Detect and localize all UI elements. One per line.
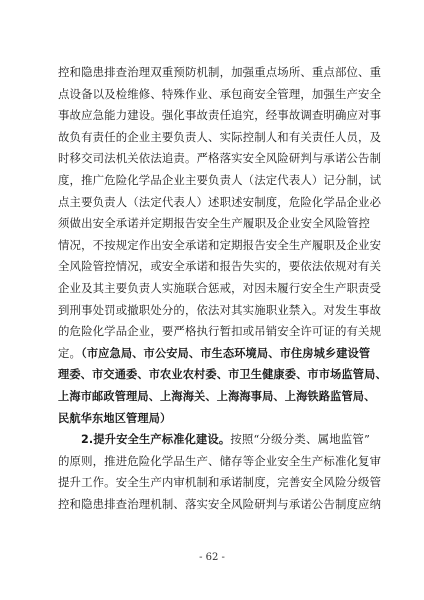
- paragraph-line: 度，推广危险化学品企业主要负责人（法定代表人）记分制，试: [58, 172, 382, 187]
- paragraph-line: 点主要负责人（法定代表人）述职述安制度，危险化学品企业必: [58, 194, 382, 209]
- paragraph-line: 须做出安全承诺并定期报告安全生产履职及企业安全风险管控: [58, 216, 370, 231]
- page-number: - 62 -: [199, 552, 225, 563]
- sentence-end: 定。: [58, 345, 82, 360]
- paragraph-line: 故负有责任的企业主要负责人、实际控制人和有关责任人员，及: [58, 129, 382, 144]
- body-text: [58, 62, 387, 515]
- paragraph-line: 的原则，推进危险化学品生产、储存等企业安全生产标准化复审: [58, 453, 382, 468]
- agency-list-line: 民航华东地区管理局）: [58, 411, 172, 425]
- agency-list-line: 理委、市交通委、市农业农村委、市卫生健康委、市市场监管局、: [58, 368, 387, 382]
- section-heading-line: [58, 429, 370, 451]
- section-heading: 2.提升安全生产标准化建设。: [81, 433, 231, 447]
- mixed-line: [58, 343, 370, 365]
- paragraph-line: 企业及其主要负责人实施联合惩戒，对因未履行安全生产职责受: [58, 280, 382, 295]
- paragraph-line: 提升工作。安全生产内审机制和承诺制度，完善安全风险分级管: [58, 475, 382, 490]
- paragraph-line: 控和隐患排查治理机制、落实安全风险研判与承诺公告制度应纳: [58, 496, 382, 511]
- paragraph-line: 控和隐患排查治理双重预防机制，加强重点场所、重点部位、重: [58, 65, 382, 79]
- section-heading-rest: 按照“分级分类、属地监管”: [230, 432, 370, 447]
- agency-list-start: （市应急局、市公安局、市生态环境局、市住房城乡建设管: [81, 346, 371, 360]
- paragraph-line: 情况，不按规定作出安全承诺和定期报告安全生产履职及企业安: [58, 237, 382, 252]
- paragraph-line: 的危险化学品企业，要严格执行暂扣或吊销安全许可证的有关规: [58, 324, 382, 339]
- paragraph-line: 事故应急能力建设。强化事故责任追究，经事故调查明确应对事: [58, 108, 382, 123]
- paragraph-line: 点设备以及检维修、特殊作业、承包商安全管理，加强生产安全: [58, 86, 382, 101]
- paragraph-line: 到刑事处罚或撤职处分的，依法对其实施职业禁入。对发生事故: [58, 302, 382, 317]
- agency-list-line: 上海市邮政管理局、上海海关、上海海事局、上海铁路监管局、: [58, 389, 376, 403]
- paragraph-line: 时移交司法机关依法追责。严格落实安全风险研判与承诺公告制: [58, 151, 382, 166]
- paragraph-line: 全风险管控情况，或安全承诺和报告失实的，要依法依规对有关: [58, 259, 382, 274]
